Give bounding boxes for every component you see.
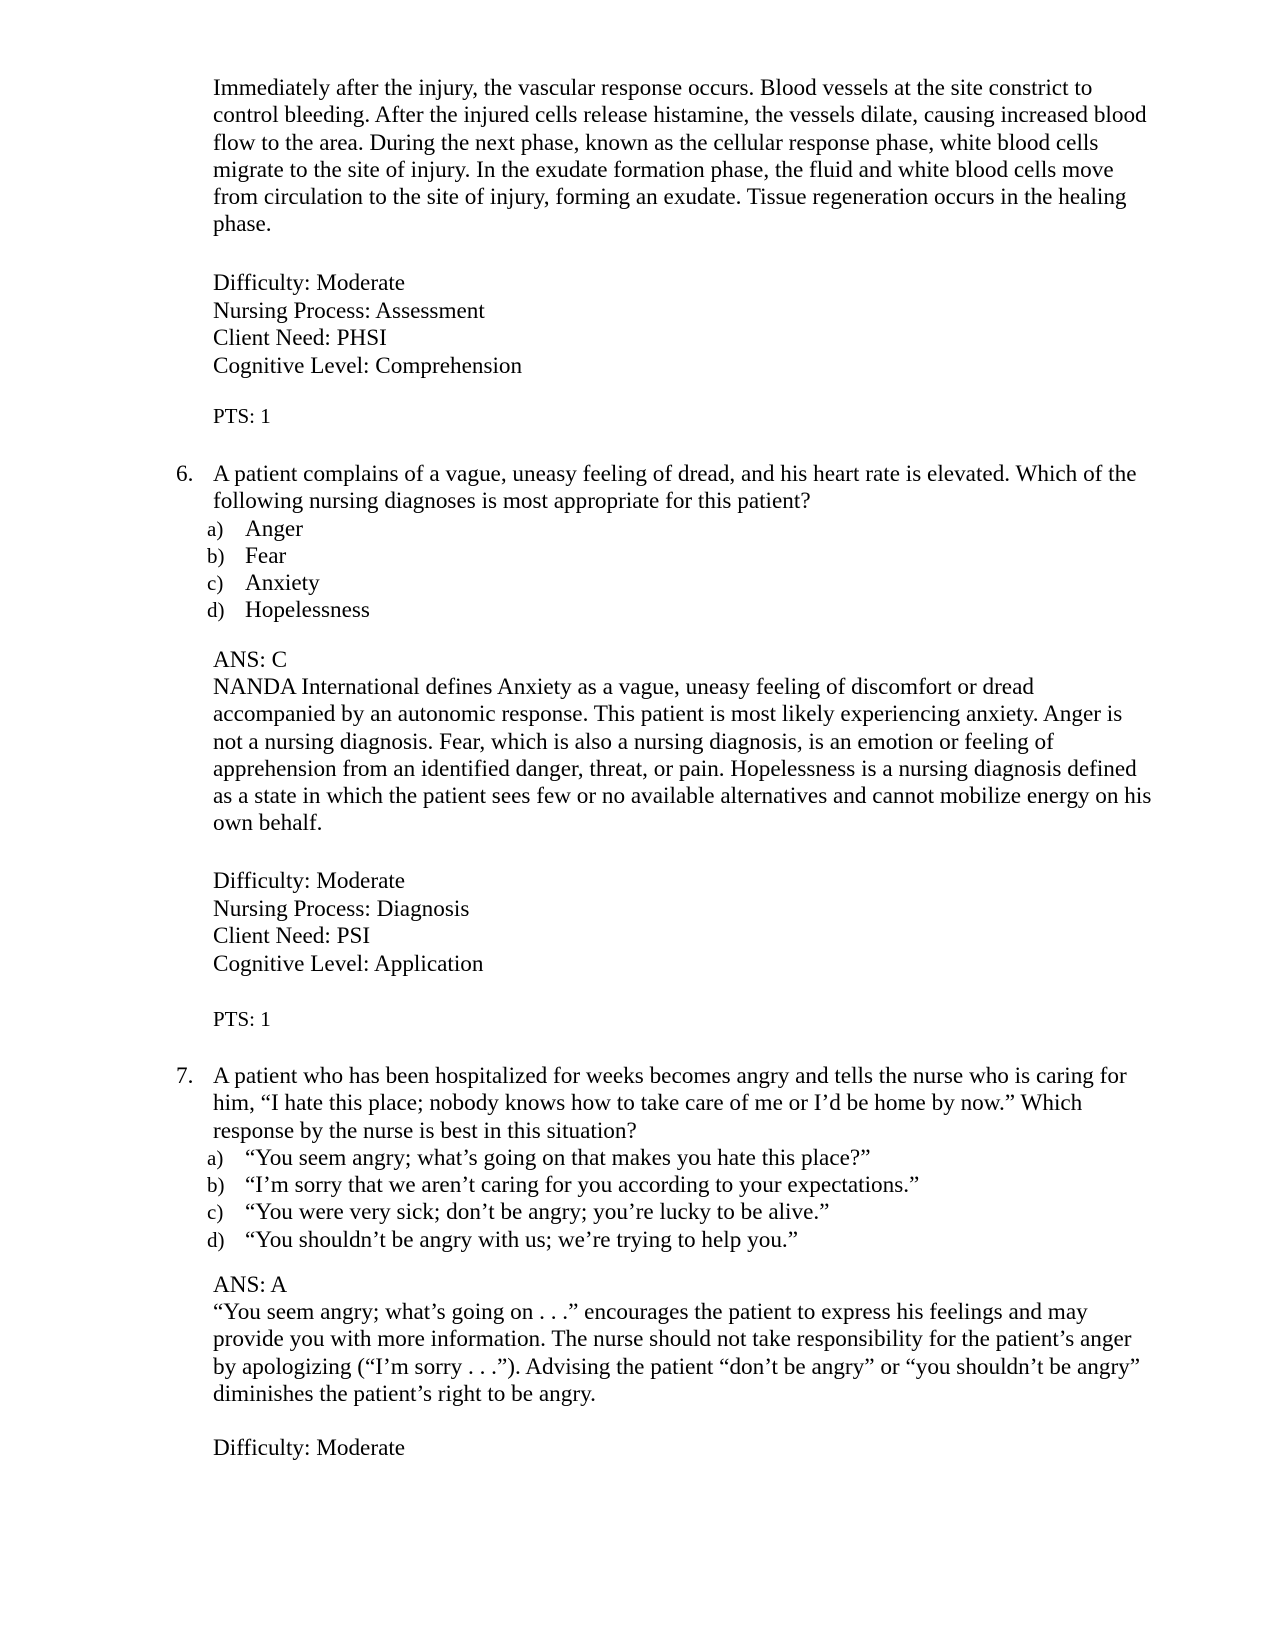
- option-text: Anger: [245, 515, 303, 542]
- question-7-option-d: [207, 1226, 1153, 1254]
- option-text: “I’m sorry that we aren’t caring for you according to your expectations.”: [245, 1172, 920, 1199]
- question-6-stem: A patient complains of a vague, uneasy feeling of dread, and his heart rate is elevated. Which of the following nursing diagnoses is most appropriate for this patient?: [213, 461, 1137, 515]
- question-7-option-c: [207, 1199, 1153, 1226]
- q6-cognitive-level: Cognitive Level: Application: [213, 950, 484, 977]
- q5-points: PTS: 1: [213, 404, 271, 428]
- q5-cognitive-level: Cognitive Level: Comprehension: [213, 352, 523, 379]
- q5-metadata: [213, 270, 1153, 380]
- option-text: “You were very sick; don’t be angry; you’re lucky to be alive.”: [245, 1199, 830, 1226]
- option-text: Fear: [245, 542, 287, 569]
- option-letter: c): [207, 1200, 224, 1225]
- option-letter: c): [207, 571, 224, 596]
- question-6-options: [207, 515, 1153, 625]
- option-letter: d): [207, 1227, 225, 1252]
- q5-client-need: Client Need: PHSI: [213, 325, 387, 351]
- option-text: “You shouldn’t be angry with us; we’re trying to help you.”: [245, 1226, 798, 1253]
- question-7-answer: ANS: A: [213, 1272, 288, 1298]
- option-text: “You seem angry; what’s going on that makes you hate this place?”: [245, 1144, 871, 1171]
- option-text: Hopelessness: [245, 597, 370, 624]
- question-6-option-d: [207, 597, 1153, 624]
- question-7-option-b: [207, 1172, 1153, 1199]
- question-7: [176, 1063, 1153, 1254]
- question-6-option-b: [207, 542, 1153, 570]
- q7-difficulty: Difficulty: Moderate: [213, 1435, 406, 1461]
- option-letter: a): [207, 1145, 224, 1170]
- option-letter: b): [207, 543, 225, 568]
- question-6-number: 6.: [176, 461, 194, 487]
- question-7-option-a: [207, 1144, 1153, 1172]
- question-7-options: [207, 1144, 1153, 1254]
- question-6-answer: ANS: C: [213, 647, 288, 673]
- question-6: [176, 461, 1153, 625]
- question-6-rationale: NANDA International defines Anxiety as a vague, uneasy feeling of discomfort or dread accompanied by an autonomic response. This patient is most likely experiencing anxiety. Anger is not a nursing diagnosis. Fear, which is also a nursing diagnosis, is an emotion or feeling of apprehension from an identified danger, threat, or pain. Hopelessness is a nursing diagnosis defined as a state in which the patient sees few or no available alternatives and cannot mobilize energy on his own behalf.: [213, 674, 1152, 837]
- option-letter: a): [207, 516, 224, 541]
- q5-difficulty: Difficulty: Moderate: [213, 270, 406, 296]
- option-letter: d): [207, 598, 225, 623]
- question-7-stem: A patient who has been hospitalized for weeks becomes angry and tells the nurse who is caring for him, “I hate this place; nobody knows how to take care of me or I’d be home by now.” Which response by the nurse is best in this situation?: [213, 1063, 1127, 1144]
- option-letter: b): [207, 1173, 225, 1198]
- q6-points: PTS: 1: [213, 1007, 271, 1031]
- question-7-number: 7.: [176, 1063, 194, 1089]
- question-6-option-a: [207, 515, 1153, 543]
- q5-nursing-process: Nursing Process: Assessment: [213, 297, 485, 324]
- question-6-option-c: [207, 570, 1153, 597]
- q6-difficulty: Difficulty: Moderate: [213, 868, 406, 894]
- option-text: Anxiety: [245, 570, 320, 597]
- q7-metadata: [213, 1435, 1153, 1463]
- q6-nursing-process: Nursing Process: Diagnosis: [213, 895, 470, 922]
- q6-client-need: Client Need: PSI: [213, 923, 371, 949]
- question-7-rationale: “You seem angry; what’s going on . . .” encourages the patient to express his feelings and may provide you with more information. The nurse should not take responsibility for the patient’s anger by apologizing (“I’m sorry . . .”). Advising the patient “don’t be angry” or “you shouldn’t be angry” diminishes the patient’s right to be angry.: [213, 1299, 1141, 1407]
- q6-metadata: [213, 868, 1153, 978]
- q5-rationale-paragraph: Immediately after the injury, the vascular response occurs. Blood vessels at the site constrict to control bleeding. After the injured cells release histamine, the vessels dilate, causing increased blood flow to the area. During the next phase, known as the cellular response phase, white blood cells migrate to the site of injury. In the exudate formation phase, the fluid and white blood cells move from circulation to the site of injury, forming an exudate. Tissue regeneration occurs in the healing phase.: [213, 75, 1147, 238]
